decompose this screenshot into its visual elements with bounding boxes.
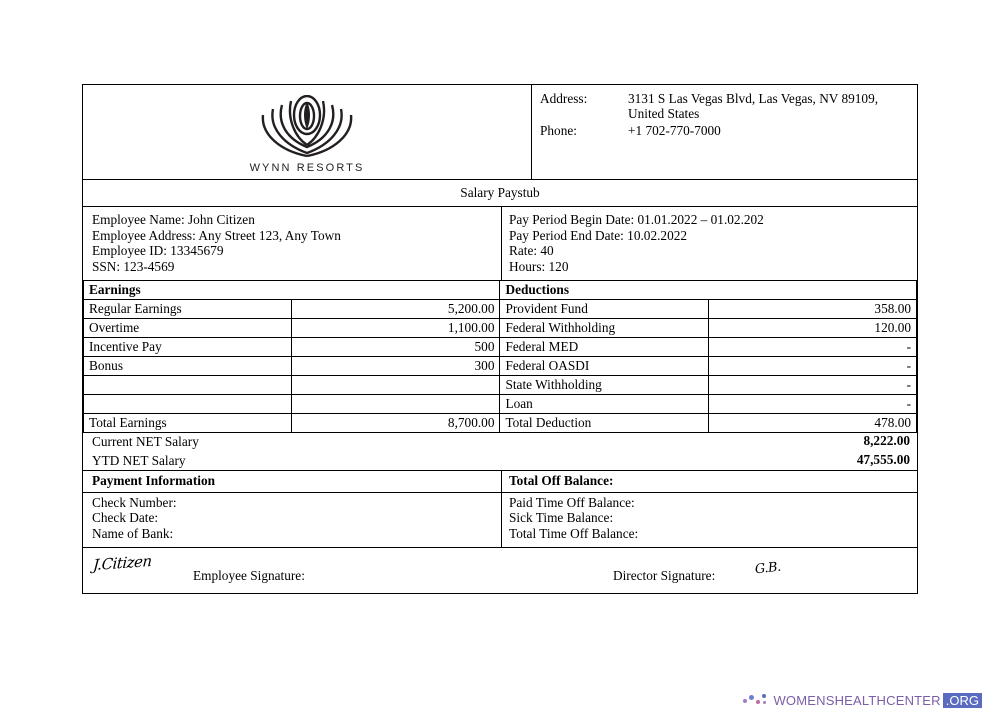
pay-hours: Hours: 120 xyxy=(509,258,569,274)
employee-name: Employee Name: John Citizen xyxy=(92,212,255,227)
deduction-amount: - xyxy=(708,357,916,376)
table-row xyxy=(84,357,917,376)
earnings-amount: 500 xyxy=(292,338,500,357)
pay-period-details xyxy=(501,207,917,280)
total-earnings-label: Total Earnings xyxy=(84,414,292,433)
table-section-header-row xyxy=(84,281,917,300)
deduction-amount: 358.00 xyxy=(708,300,916,319)
ytd-net-salary-value: 47,555.00 xyxy=(856,451,910,467)
current-net-salary-row xyxy=(83,433,917,451)
payment-timeoff-header-row xyxy=(83,470,917,492)
deduction-label: Provident Fund xyxy=(500,300,708,319)
earnings-header: Earnings xyxy=(84,281,500,300)
time-off-header: Total Off Balance: xyxy=(501,471,917,492)
deduction-amount: - xyxy=(708,338,916,357)
table-row xyxy=(84,338,917,357)
check-date-line: Check Date: xyxy=(92,510,159,526)
earnings-amount: 5,200.00 xyxy=(292,300,500,319)
earnings-amount-empty xyxy=(292,376,500,395)
table-row xyxy=(84,395,917,414)
earnings-label: Regular Earnings xyxy=(84,300,292,319)
total-time-off-line: Total Time Off Balance: xyxy=(509,525,639,541)
deduction-amount: - xyxy=(708,376,916,395)
company-logo-block xyxy=(83,85,531,179)
company-name: WYNN RESORTS xyxy=(249,161,365,174)
ytd-net-salary-label: YTD NET Salary xyxy=(92,452,186,468)
document-title: Salary Paystub xyxy=(83,179,917,206)
deductions-header: Deductions xyxy=(500,281,917,300)
contact-row-phone xyxy=(540,123,909,138)
company-contact-block xyxy=(531,85,917,179)
table-row xyxy=(84,319,917,338)
deduction-amount: - xyxy=(708,395,916,414)
deduction-label: Federal Withholding xyxy=(500,319,708,338)
pay-rate: Rate: 40 xyxy=(509,243,554,259)
earnings-spacer-amount xyxy=(292,395,500,414)
earnings-label: Bonus xyxy=(84,357,292,376)
watermark-text: WOMENSHEALTHCENTER xyxy=(773,692,941,708)
current-net-salary-label: Current NET Salary xyxy=(92,434,199,450)
total-deduction-amount: 478.00 xyxy=(708,414,916,433)
paystub-document xyxy=(82,84,918,594)
earnings-label: Incentive Pay xyxy=(84,338,292,357)
bank-name-line: Name of Bank: xyxy=(92,525,174,541)
pay-period-end: Pay Period End Date: 10.02.2022 xyxy=(509,227,688,243)
director-signature-label: Director Signature: xyxy=(613,567,716,583)
earnings-label-empty xyxy=(84,376,292,395)
earnings-amount: 1,100.00 xyxy=(292,319,500,338)
contact-row-address xyxy=(540,91,909,121)
watermark xyxy=(743,692,982,708)
contact-label-phone: Phone: xyxy=(540,123,577,138)
payment-information-header: Payment Information xyxy=(92,473,215,489)
deduction-amount: 120.00 xyxy=(708,319,916,338)
document-header xyxy=(83,85,917,179)
earnings-spacer-label xyxy=(84,395,292,414)
deduction-label: State Withholding xyxy=(500,376,708,395)
director-signature-mark: G.B. xyxy=(754,559,782,577)
watermark-suffix: .ORG xyxy=(943,693,982,708)
contact-label-address: Address: xyxy=(540,91,588,106)
watermark-dots-icon xyxy=(743,692,769,708)
table-row xyxy=(84,376,917,395)
deduction-label: Federal MED xyxy=(500,338,708,357)
sick-time-line: Sick Time Balance: xyxy=(509,510,614,526)
employee-details xyxy=(83,207,501,280)
total-earnings-amount: 8,700.00 xyxy=(292,414,500,433)
payment-timeoff-body-row xyxy=(83,492,917,547)
wynn-resorts-logo-icon xyxy=(247,95,367,157)
employee-address: Employee Address: Any Street 123, Any Town xyxy=(92,227,341,243)
contact-value-address: 3131 S Las Vegas Blvd, Las Vegas, NV 89109, United States xyxy=(628,91,879,121)
ytd-net-salary-row xyxy=(83,452,917,470)
total-deduction-label: Total Deduction xyxy=(500,414,708,433)
contact-value-phone: +1 702-770-7000 xyxy=(628,123,721,138)
paid-time-off-line: Paid Time Off Balance: xyxy=(509,494,635,510)
time-off-list xyxy=(501,493,917,547)
employee-signature-mark: J.Citizen xyxy=(92,551,153,574)
deduction-label: Loan xyxy=(500,395,708,414)
employee-signature-label: Employee Signature: xyxy=(193,567,305,583)
employee-id: Employee ID: 13345679 xyxy=(92,243,224,259)
earnings-deductions-table xyxy=(83,280,917,433)
signature-section xyxy=(83,547,917,593)
employee-payperiod-section xyxy=(83,206,917,280)
pay-period-begin: Pay Period Begin Date: 01.01.2022 – 01.02.202 xyxy=(509,212,764,227)
earnings-label: Overtime xyxy=(84,319,292,338)
table-total-row xyxy=(84,414,917,433)
earnings-amount: 300 xyxy=(292,357,500,376)
table-row xyxy=(84,300,917,319)
check-number-line: Check Number: xyxy=(92,494,177,510)
current-net-salary-value: 8,222.00 xyxy=(863,433,910,449)
employee-ssn: SSN: 123-4569 xyxy=(92,258,175,274)
deduction-label: Federal OASDI xyxy=(500,357,708,376)
payment-information-list xyxy=(83,493,501,547)
